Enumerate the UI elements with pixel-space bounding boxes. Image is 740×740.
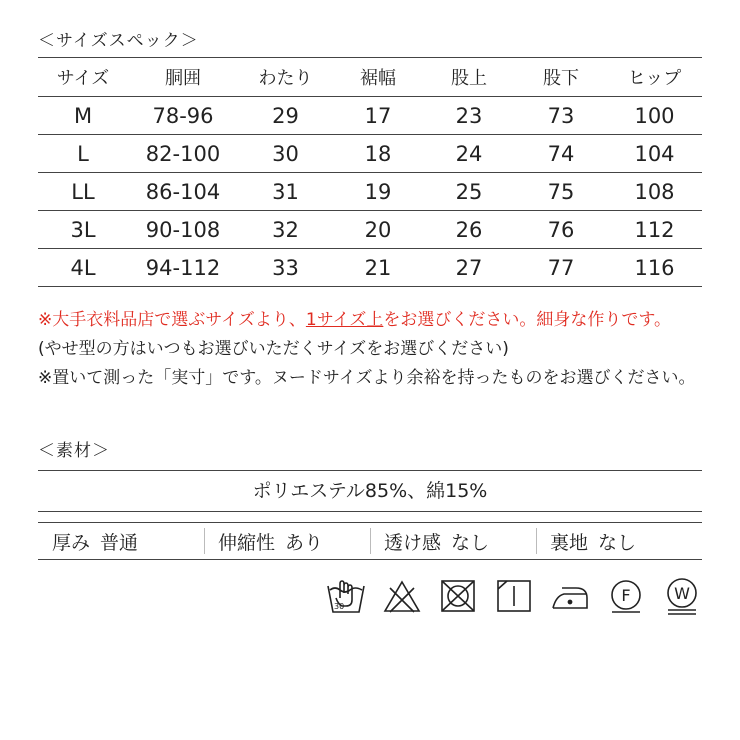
fabric-properties <box>38 522 702 560</box>
cell: 26 <box>423 211 515 249</box>
note-text: をお選びください。細身な作りです。 <box>383 310 671 330</box>
measurement-note: ※置いて測った「実寸」です。ヌードサイズより余裕を持ったものをお選びください。 <box>38 368 696 388</box>
cell: 32 <box>238 211 333 249</box>
cell: 73 <box>515 97 607 135</box>
property-value: あり <box>285 531 324 554</box>
size-advice-note <box>38 306 718 335</box>
cell: 30 <box>238 135 333 173</box>
property-label: 伸縮性 <box>218 531 276 554</box>
property-label: 透け感 <box>384 531 442 554</box>
material-composition: ポリエステル85%、綿15% <box>38 470 702 512</box>
property-lining <box>536 523 702 559</box>
property-value: なし <box>451 531 490 554</box>
cell: 23 <box>423 97 515 135</box>
cell: 77 <box>515 249 607 287</box>
svg-text:W: W <box>674 584 690 603</box>
iron-low-icon <box>550 576 590 616</box>
cell: 21 <box>333 249 423 287</box>
cell: 94-112 <box>128 249 238 287</box>
svg-text:30: 30 <box>334 602 345 611</box>
cell: 116 <box>607 249 702 287</box>
table-row <box>38 173 702 211</box>
cell: M <box>38 97 128 135</box>
size-spec-title: ＜サイズスペック＞ <box>38 31 199 51</box>
header-thigh: わたり <box>238 58 333 97</box>
size-notes <box>38 306 718 393</box>
cell: 75 <box>515 173 607 211</box>
cell: 27 <box>423 249 515 287</box>
slim-fit-note: (やせ型の方はいつもお選びいただくサイズをお選びください) <box>38 339 509 359</box>
hand-wash-icon <box>326 576 366 616</box>
table-header-row <box>38 58 702 97</box>
header-hip: ヒップ <box>607 58 702 97</box>
cell: 112 <box>607 211 702 249</box>
table-row <box>38 249 702 287</box>
material-title: ＜素材＞ <box>38 441 110 461</box>
property-value: なし <box>598 531 637 554</box>
header-waist: 胴囲 <box>128 58 238 97</box>
property-stretch <box>204 523 370 559</box>
svg-text:F: F <box>621 586 631 605</box>
cell: 74 <box>515 135 607 173</box>
do-not-bleach-icon <box>382 576 422 616</box>
cell: 33 <box>238 249 333 287</box>
property-label: 厚み <box>52 531 91 554</box>
line-dry-shade-icon <box>494 576 534 616</box>
property-value: 普通 <box>100 531 139 554</box>
header-inseam: 股下 <box>515 58 607 97</box>
cell: 90-108 <box>128 211 238 249</box>
table-row <box>38 135 702 173</box>
cell: 17 <box>333 97 423 135</box>
cell: 108 <box>607 173 702 211</box>
cell: 29 <box>238 97 333 135</box>
header-rise: 股上 <box>423 58 515 97</box>
dry-clean-f-icon <box>606 576 646 616</box>
cell: L <box>38 135 128 173</box>
cell: 104 <box>607 135 702 173</box>
cell: 100 <box>607 97 702 135</box>
cell: 25 <box>423 173 515 211</box>
cell: 78-96 <box>128 97 238 135</box>
wet-clean-w-icon <box>662 576 702 616</box>
cell: 20 <box>333 211 423 249</box>
cell: 82-100 <box>128 135 238 173</box>
property-label: 裏地 <box>550 531 589 554</box>
note-emphasis: 1サイズ上 <box>305 310 384 330</box>
note-text: ※大手衣料品店で選ぶサイズより、 <box>38 310 306 330</box>
cell: 18 <box>333 135 423 173</box>
property-thickness <box>38 523 204 559</box>
table-row <box>38 211 702 249</box>
do-not-tumble-dry-icon <box>438 576 478 616</box>
cell: 24 <box>423 135 515 173</box>
header-hem: 裾幅 <box>333 58 423 97</box>
cell: LL <box>38 173 128 211</box>
cell: 4L <box>38 249 128 287</box>
header-size: サイズ <box>38 58 128 97</box>
care-labels <box>326 576 702 616</box>
cell: 19 <box>333 173 423 211</box>
cell: 3L <box>38 211 128 249</box>
cell: 76 <box>515 211 607 249</box>
table-row <box>38 97 702 135</box>
cell: 86-104 <box>128 173 238 211</box>
property-sheerness <box>370 523 536 559</box>
size-spec-table <box>38 57 702 287</box>
cell: 31 <box>238 173 333 211</box>
